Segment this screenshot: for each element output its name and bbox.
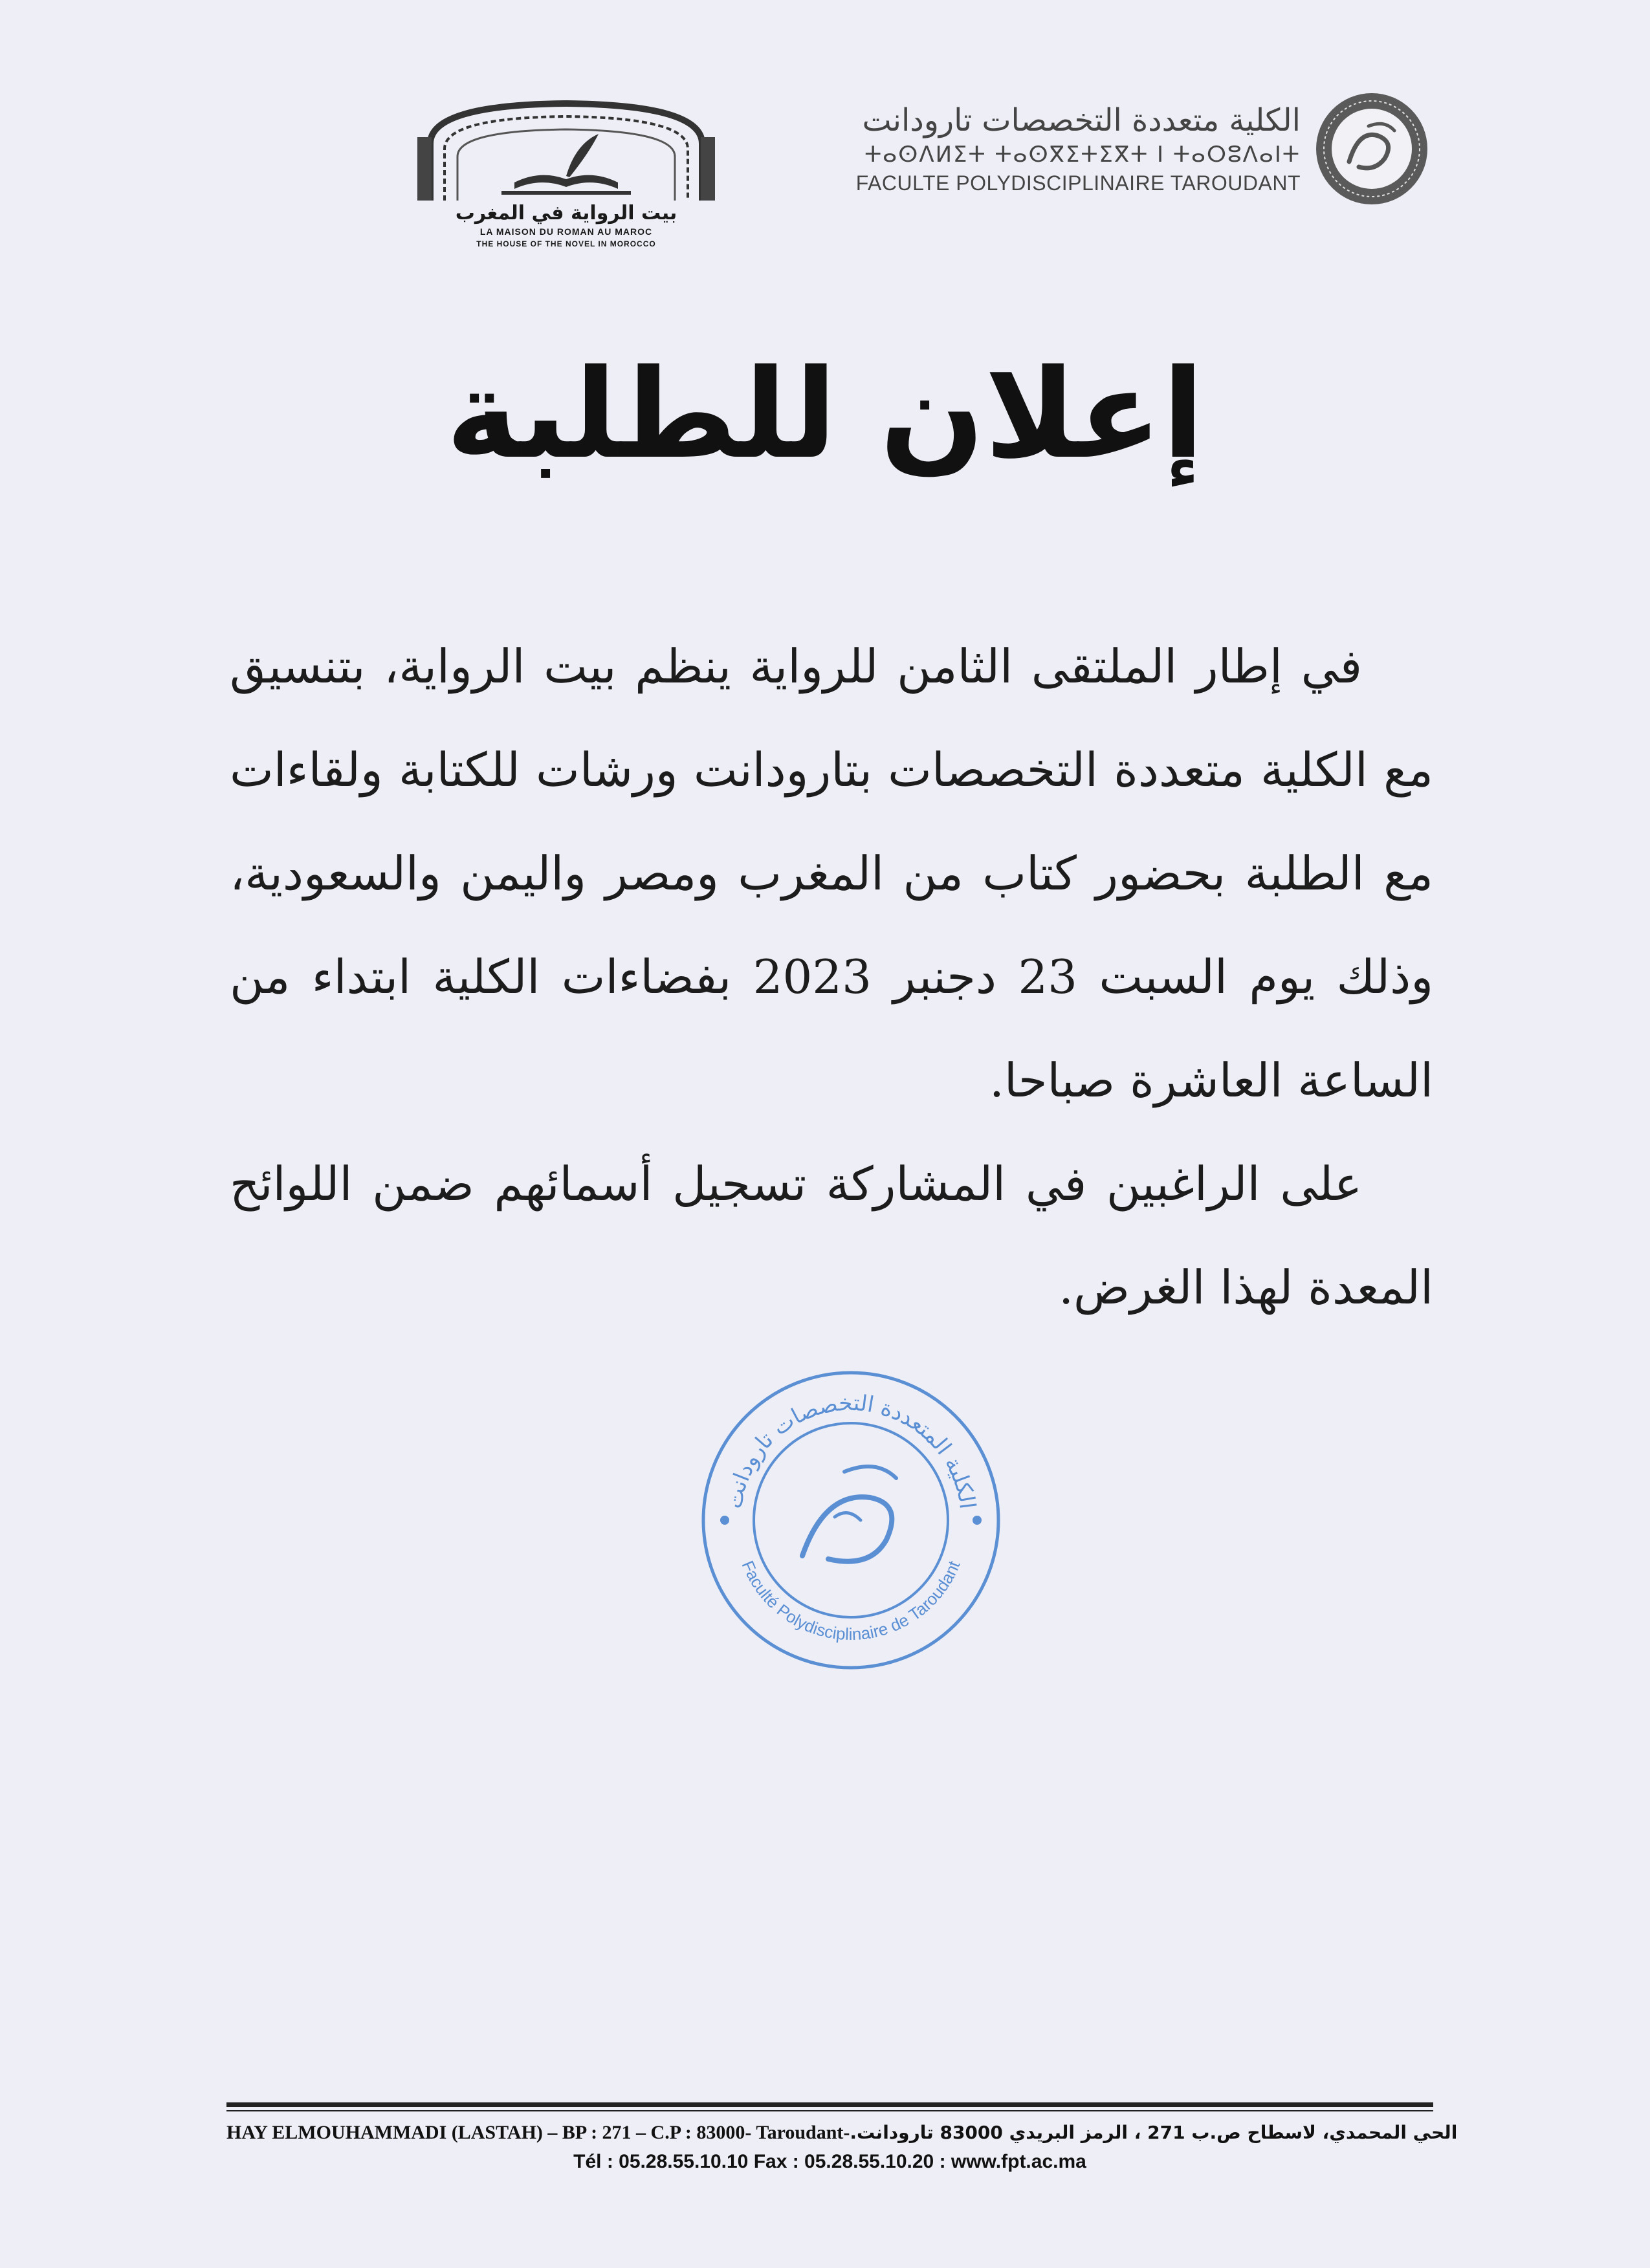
svg-text:Faculté Polydisciplinaire de T xyxy=(738,1558,963,1644)
faculty-name-block xyxy=(848,104,1301,195)
body-paragraph-1: في إطار الملتقى الثامن للرواية ينظم بيت الرواية، بتنسيق مع الكلية متعددة التخصصات بتارودانت ورشات للكتابة ولقاءات مع الطلبة بحضور كتاب من المغرب ومصر واليمن والسعودية، وذلك يوم السبت 23 دجنبر 2023 بفضاءات الكلية ابتداء من الساعة العاشرة صباحا. xyxy=(230,639,1433,1107)
official-stamp xyxy=(696,1362,1006,1679)
footer-divider-thin xyxy=(226,2110,1433,2111)
footer-address-french: HAY ELMOUHAMMADI (LASTAH) – BP : 271 – C.P : 83000- Taroudant- xyxy=(226,2122,850,2143)
body-paragraph-2: على الراغبين في المشاركة تسجيل أسمائهم ضمن اللوائح المعدة لهذا الغرض. xyxy=(230,1157,1433,1314)
footer-address xyxy=(226,2122,1458,2144)
announcement-body xyxy=(230,615,1433,1339)
footer-contact: Tél : 05.28.55.10.10 Fax : 05.28.55.10.20 : www.fpt.ac.ma xyxy=(573,2151,1086,2172)
faculty-name-arabic: الكلية متعددة التخصصات تارودانت xyxy=(862,102,1301,138)
stamp-arabic-text: الكلية المتعددة التخصصات تارودانت xyxy=(721,1390,981,1511)
novel-logo-french: LA MAISON DU ROMAN AU MAROC xyxy=(479,226,653,237)
faculty-seal-icon xyxy=(1314,91,1430,207)
arch-book-icon xyxy=(404,98,728,202)
letterhead xyxy=(0,84,1650,248)
svg-text:الكلية المتعددة التخصصات تارود xyxy=(721,1390,981,1511)
footer-address-arabic: الحي المحمدي، لاسطاح ص.ب 271 ، الرمز البريدي 83000 تارودانت. xyxy=(850,2122,1458,2143)
footer-divider xyxy=(226,2102,1433,2107)
stamp-french-text: Faculté Polydisciplinaire de Taroudant xyxy=(738,1558,964,1644)
house-of-novel-logo xyxy=(404,98,728,286)
faculty-name-tifinagh: ⵜⴰⵙⴷⵍⵉⵜ ⵜⴰⵙⴳⵉⵜⵉⴳⵜ ⵏ ⵜⴰⵔⵓⴷⴰⵏⵜ xyxy=(864,141,1301,168)
novel-logo-arabic: بيت الرواية في المغرب xyxy=(455,202,677,224)
stamp-seal-icon xyxy=(696,1362,1006,1679)
novel-logo-english: THE HOUSE OF THE NOVEL IN MOROCCO xyxy=(476,239,656,248)
page-title: إعلان للطلبة xyxy=(446,343,1204,486)
faculty-name-french: FACULTE POLYDISCIPLINAIRE TAROUDANT xyxy=(855,171,1301,195)
